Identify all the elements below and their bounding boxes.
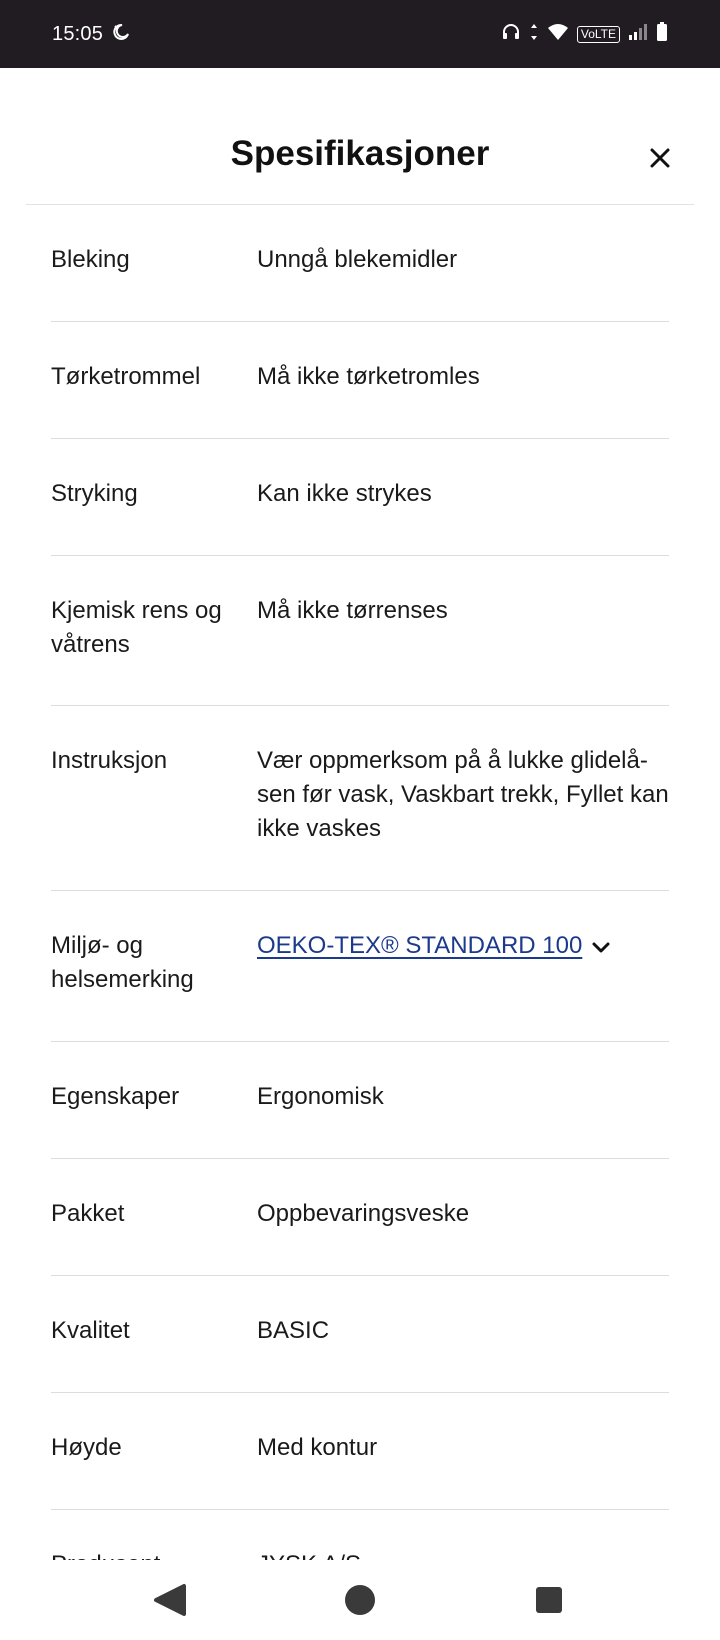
spec-label: Kjemisk rens og våtrens [51,597,222,658]
spec-row-kvalitet [51,1276,669,1393]
page-title: Spesifikasjoner [230,134,490,173]
headphones-icon [501,22,521,46]
system-navigation-bar [0,1560,720,1640]
spec-row-kjemisk-rens [51,556,669,706]
specifications-list[interactable] [51,205,669,1560]
spec-label: Miljø- og helsemerking [51,932,194,993]
back-triangle-icon [142,1615,198,1632]
spec-row-hoyde [51,1393,669,1510]
spec-row-instruksjon [51,706,669,891]
spec-value: Må ikke tørrenses [257,597,448,624]
spec-row-bleking [51,205,669,322]
spec-label: Stryking [51,480,138,507]
spec-label: Egenskaper [51,1083,180,1110]
data-arrows-icon [529,22,539,46]
status-left [52,22,133,47]
modal-header [26,68,694,205]
chevron-down-icon[interactable] [592,930,610,964]
status-right [501,22,668,46]
spec-value: Vær oppmerksom på å lukke glidelå-sen før vask, Vaskbart trekk, Fyllet kan ikke vaskes [257,747,669,842]
spec-label: Bleking [51,246,130,273]
close-icon [650,148,670,173]
spec-value: Kan ikke strykes [257,480,432,507]
spec-row-stryking [51,439,669,556]
spec-label: Pakket [51,1200,125,1227]
wifi-icon [547,23,569,45]
spec-value: Med kontur [257,1434,378,1461]
spec-row-torketrommel [51,322,669,439]
spec-value: Må ikke tørketromles [257,363,480,390]
sleep-timer-icon [111,22,133,47]
signal-icon [628,23,648,45]
spec-value: BASIC [257,1317,330,1344]
close-button[interactable] [644,144,676,176]
spec-label: Høyde [51,1434,122,1461]
oeko-tex-link[interactable]: OEKO-TEX® STANDARD 100 [257,932,583,959]
status-time: 15:05 [52,22,104,45]
spec-value: Unngå blekemidler [257,246,458,273]
recents-button[interactable] [521,1572,577,1628]
home-button[interactable] [332,1572,388,1628]
recents-square-icon [521,1615,577,1632]
home-circle-icon [332,1615,388,1632]
status-bar [0,0,720,68]
spec-value: Ergonomisk [257,1083,384,1110]
back-button[interactable] [142,1572,198,1628]
volte-icon: VoLTE [577,26,620,43]
spec-label: Kvalitet [51,1317,130,1344]
spec-row-miljo [51,891,669,1042]
spec-row-egenskaper [51,1042,669,1159]
battery-icon [656,22,668,46]
spec-row-pakket [51,1159,669,1276]
spec-value: Oppbevaringsveske [257,1200,470,1227]
spec-value-link-container [257,929,669,1041]
spec-label: Tørketrommel [51,363,201,390]
spec-label: Instruksjon [51,747,168,774]
